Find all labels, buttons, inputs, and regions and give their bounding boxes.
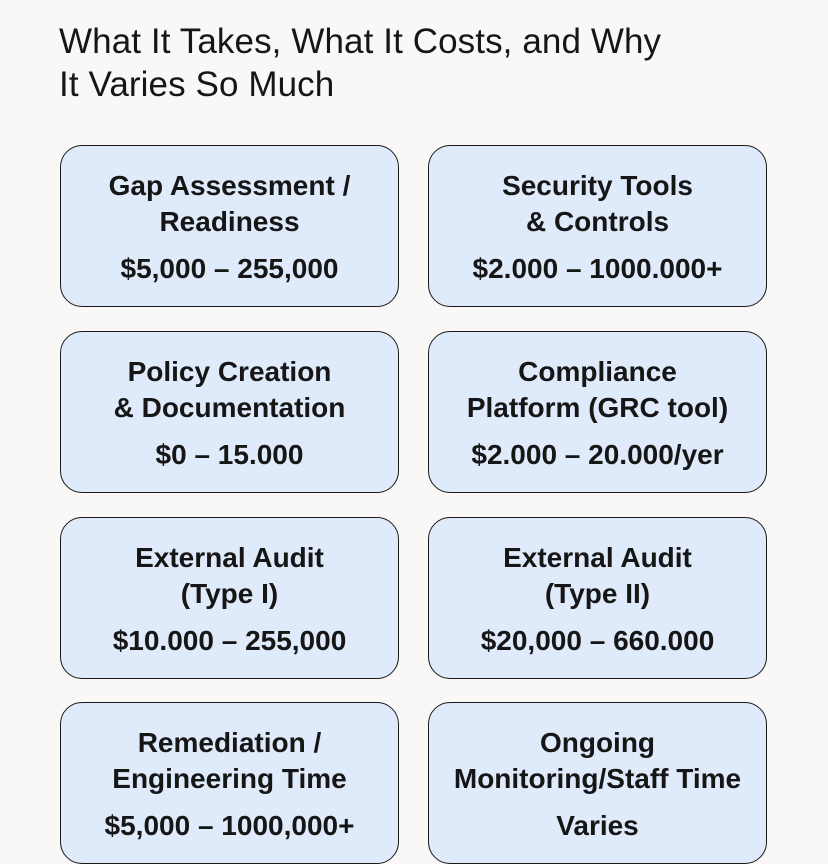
card-cost: $10.000 – 255,000 xyxy=(112,625,347,656)
card-remediation xyxy=(60,702,399,864)
card-external-audit-type-1 xyxy=(60,517,399,679)
card-gap-assessment xyxy=(60,145,399,307)
card-title: Ongoing Monitoring/Staff Time xyxy=(453,727,742,794)
card-cost: Varies xyxy=(556,810,639,841)
card-cost: $0 – 15.000 xyxy=(155,439,304,470)
card-title: Security Tools & Controls xyxy=(502,170,693,237)
card-title: Remediation / Engineering Time xyxy=(112,727,347,794)
card-title: External Audit (Type II) xyxy=(503,542,692,609)
card-cost: $2.000 – 20.000/yer xyxy=(471,439,724,470)
card-cost: $5,000 – 1000,000+ xyxy=(104,810,355,841)
card-ongoing-monitoring xyxy=(428,702,767,864)
card-security-tools xyxy=(428,145,767,307)
card-cost: $20,000 – 660.000 xyxy=(480,625,715,656)
card-title: Policy Creation & Documentation xyxy=(113,356,346,423)
card-policy-creation xyxy=(60,331,399,493)
card-cost: $5,000 – 255,000 xyxy=(120,253,339,284)
page-title: What It Takes, What It Costs, and Why It Varies So Much xyxy=(59,22,662,104)
card-external-audit-type-2 xyxy=(428,517,767,679)
card-title: External Audit (Type I) xyxy=(135,542,324,609)
card-title: Compliance Platform (GRC tool) xyxy=(466,356,729,423)
card-compliance-platform xyxy=(428,331,767,493)
card-cost: $2.000 – 1000.000+ xyxy=(472,253,723,284)
card-title: Gap Assessment / Readiness xyxy=(108,170,351,237)
